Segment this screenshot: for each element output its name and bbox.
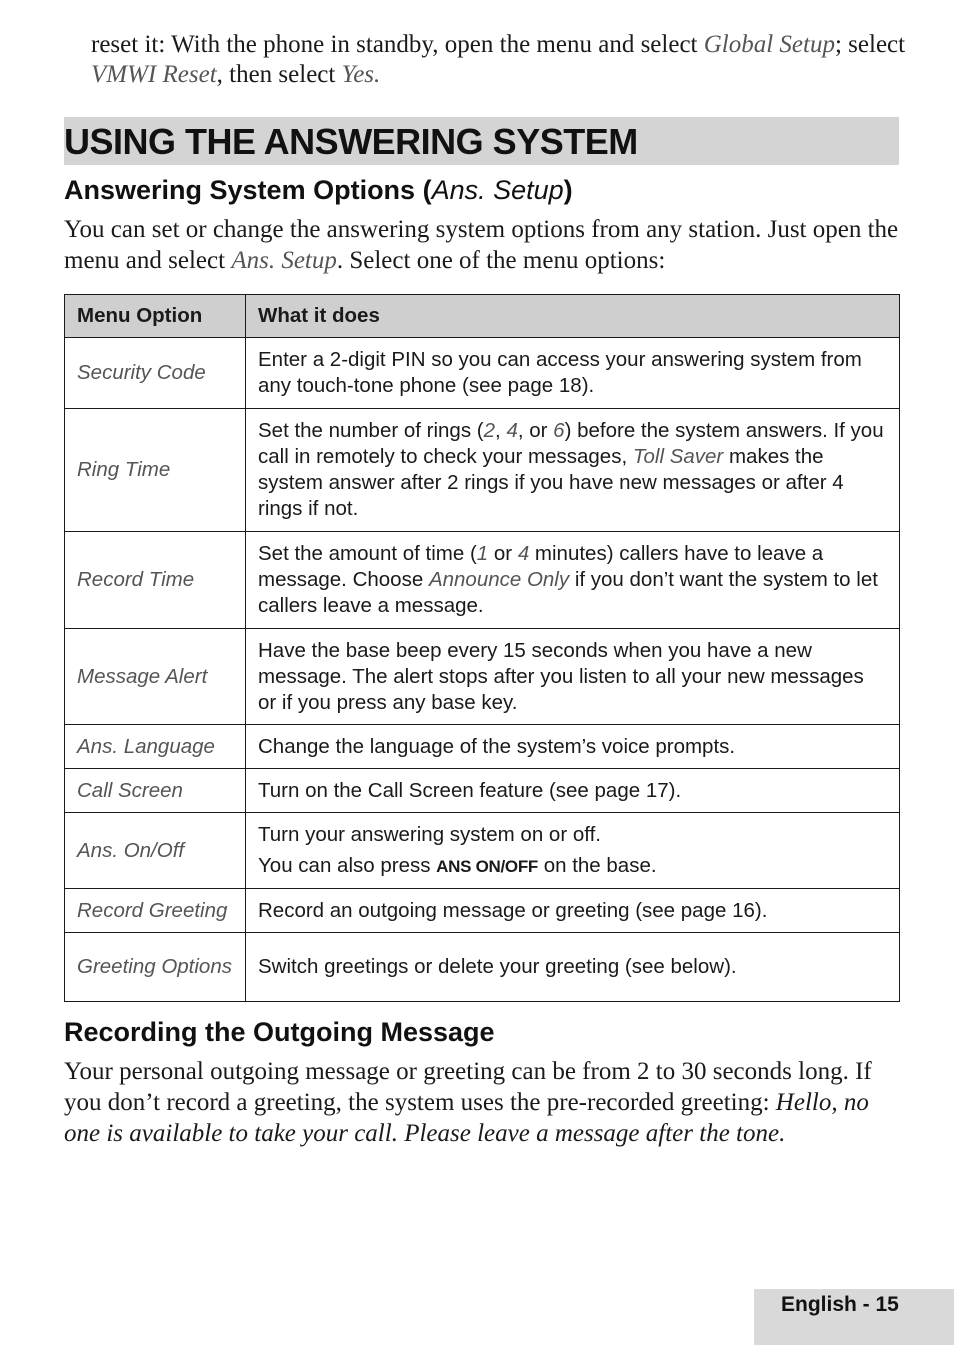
- ans-on-off-key-label: ANS ON/OFF: [436, 856, 539, 876]
- option-description: Turn your answering system on or off. You can also press ANS ON/OFF on the base.: [246, 813, 900, 889]
- table-row: [65, 338, 900, 409]
- header-menu-option: Menu Option: [65, 295, 246, 338]
- table-row: [65, 769, 900, 813]
- option-description: Turn on the Call Screen feature (see page 17).: [246, 769, 900, 813]
- options-heading: Answering System Options (Ans. Setup): [64, 175, 573, 205]
- menu-options-table: [64, 294, 900, 1002]
- intro-paragraph: reset it: With the phone in standby, open the menu and select Global Setup; select VMWI Reset, then select Yes.: [91, 31, 906, 88]
- option-description: Set the amount of time (1 or 4 minutes) callers have to leave a message. Choose Announce Only if you don’t want the system to let callers leave a message.: [246, 532, 900, 629]
- option-description: Have the base beep every 15 seconds when you have a new message. The alert stops after you listen to all your new messages or if you press any base key.: [246, 629, 900, 725]
- option-description: Switch greetings or delete your greeting (see below).: [246, 933, 900, 1002]
- option-name: Ans. Language: [65, 725, 246, 769]
- option-description: Enter a 2-digit PIN so you can access your answering system from any touch-tone phone (see page 18).: [246, 338, 900, 409]
- table-row: [65, 813, 900, 889]
- option-description: Change the language of the system’s voice prompts.: [246, 725, 900, 769]
- table-row: [65, 532, 900, 629]
- option-name: Security Code: [65, 338, 246, 409]
- option-name: Record Time: [65, 532, 246, 629]
- option-name: Greeting Options: [65, 933, 246, 1002]
- table-row: [65, 889, 900, 933]
- table-row: [65, 629, 900, 725]
- table-header-row: [65, 295, 900, 338]
- recording-heading: Recording the Outgoing Message: [64, 1017, 495, 1047]
- table-row: [65, 409, 900, 532]
- option-name: Call Screen: [65, 769, 246, 813]
- option-name: Ans. On/Off: [65, 813, 246, 889]
- header-what-it-does: What it does: [246, 295, 900, 338]
- table-row: [65, 725, 900, 769]
- options-intro: You can set or change the answering system options from any station. Just open the menu and select Ans. Setup. Select one of the menu options:: [64, 216, 899, 274]
- page-number: English - 15: [781, 1293, 899, 1316]
- option-description: Set the number of rings (2, 4, or 6) before the system answers. If you call in remotely to check your messages, Toll Saver makes the system answer after 2 rings if you have new messages or after 4 rings if not.: [246, 409, 900, 532]
- section-title: USING THE ANSWERING SYSTEM: [64, 121, 638, 162]
- option-name: Record Greeting: [65, 889, 246, 933]
- option-description: Record an outgoing message or greeting (see page 16).: [246, 889, 900, 933]
- option-name: Ring Time: [65, 409, 246, 532]
- option-name: Message Alert: [65, 629, 246, 725]
- table-row: [65, 933, 900, 1002]
- recording-paragraph: Your personal outgoing message or greeting can be from 2 to 30 seconds long. If you don’t record a greeting, the system uses the pre-recorded greeting: Hello, no one is available to take your call. Please leave a message after the tone.: [64, 1058, 872, 1147]
